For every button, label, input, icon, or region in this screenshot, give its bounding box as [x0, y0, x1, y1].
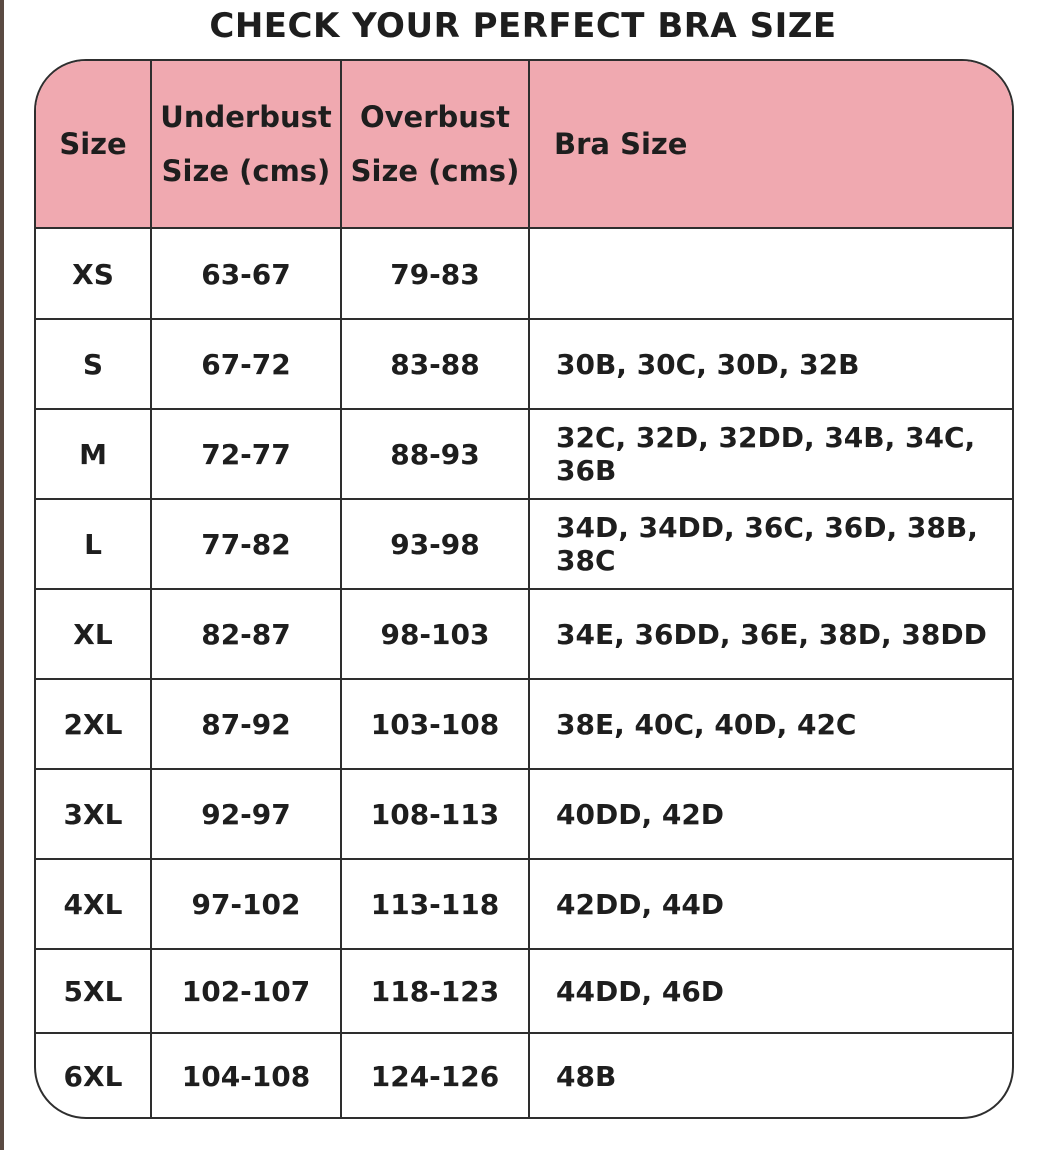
cell-bra-size-text: 42DD, 44D [556, 887, 725, 921]
cell-underbust-text: 97-102 [191, 887, 301, 921]
cell-bra-size [530, 679, 1012, 769]
row-divider [36, 588, 1014, 590]
cell-underbust [152, 319, 340, 409]
cell-overbust-text: 113-118 [370, 887, 500, 921]
cell-overbust-text: 124-126 [370, 1059, 500, 1093]
cell-size [36, 229, 150, 319]
row-divider [36, 678, 1014, 680]
cell-bra-size [530, 229, 1012, 319]
cell-size [36, 319, 150, 409]
table-row [36, 409, 1012, 499]
cell-overbust [342, 229, 528, 319]
cell-overbust-text: 108-113 [370, 797, 500, 831]
cell-size-text: XS [72, 257, 114, 291]
cell-overbust [342, 499, 528, 589]
cell-overbust [342, 589, 528, 679]
cell-underbust-text: 67-72 [201, 347, 291, 381]
cell-underbust-text: 104-108 [181, 1059, 311, 1093]
cell-underbust [152, 589, 340, 679]
cell-underbust-text: 92-97 [201, 797, 291, 831]
cell-overbust [342, 679, 528, 769]
table-row [36, 769, 1012, 859]
cell-overbust-text: 103-108 [370, 707, 500, 741]
column-divider [340, 61, 342, 1119]
header-size [36, 61, 150, 227]
cell-underbust [152, 859, 340, 949]
cell-size [36, 769, 150, 859]
cell-size [36, 859, 150, 949]
column-divider [528, 61, 530, 1119]
cell-size [36, 679, 150, 769]
cell-underbust [152, 409, 340, 499]
table-row [36, 319, 1012, 409]
row-divider [36, 318, 1014, 320]
row-divider [36, 858, 1014, 860]
cell-size-text: 6XL [63, 1059, 123, 1093]
cell-overbust-text: 118-123 [370, 974, 500, 1008]
cell-overbust-text: 79-83 [390, 257, 480, 291]
cell-underbust-text: 77-82 [201, 527, 291, 561]
cell-bra-size [530, 949, 1012, 1033]
cell-underbust-text: 102-107 [181, 974, 311, 1008]
header-underbust [152, 61, 340, 227]
cell-underbust-text: 72-77 [201, 437, 291, 471]
cell-size-text: XL [73, 617, 113, 651]
cell-bra-size-text: 44DD, 46D [556, 974, 725, 1008]
cell-bra-size-text: 38E, 40C, 40D, 42C [556, 707, 857, 741]
row-divider [36, 948, 1014, 950]
cell-overbust [342, 769, 528, 859]
table-header [36, 61, 1012, 229]
cell-bra-size [530, 319, 1012, 409]
cell-bra-size-text: 32C, 32D, 32DD, 34B, 34C, 36B [556, 421, 976, 487]
table-row [36, 229, 1012, 319]
cell-bra-size [530, 409, 1012, 499]
cell-size [36, 499, 150, 589]
cell-underbust [152, 949, 340, 1033]
cell-size-text: 2XL [63, 707, 123, 741]
cell-size [36, 589, 150, 679]
cell-size-text: 5XL [63, 974, 123, 1008]
cell-bra-size-text: 34E, 36DD, 36E, 38D, 38DD [556, 617, 987, 651]
cell-bra-size-text: 48B [556, 1059, 617, 1093]
page-title: CHECK YOUR PERFECT BRA SIZE [209, 6, 837, 46]
header-bra-size [530, 61, 1012, 227]
cell-underbust [152, 679, 340, 769]
table-row [36, 679, 1012, 769]
cell-overbust-text: 88-93 [390, 437, 480, 471]
header-overbust-line1: Overbust [359, 100, 511, 134]
header-size-label: Size [59, 127, 127, 161]
cell-bra-size [530, 859, 1012, 949]
cell-overbust [342, 859, 528, 949]
cell-bra-size [530, 769, 1012, 859]
cell-bra-size-text: 40DD, 42D [556, 797, 725, 831]
cell-overbust [342, 409, 528, 499]
table-row [36, 859, 1012, 949]
cell-overbust [342, 319, 528, 409]
column-divider [150, 61, 152, 1119]
cell-underbust-text: 82-87 [201, 617, 291, 651]
cell-overbust-text: 98-103 [380, 617, 490, 651]
cell-size-text: M [79, 437, 107, 471]
cell-bra-size-text: 30B, 30C, 30D, 32B [556, 347, 860, 381]
cell-size-text: 4XL [63, 887, 123, 921]
size-chart-table [34, 59, 1014, 1119]
table-row [36, 1033, 1012, 1119]
cell-underbust [152, 229, 340, 319]
cell-underbust [152, 499, 340, 589]
header-underbust-line1: Underbust [160, 100, 332, 134]
cell-overbust [342, 1033, 528, 1119]
row-divider [36, 498, 1014, 500]
table-row [36, 499, 1012, 589]
cell-overbust [342, 949, 528, 1033]
cell-bra-size-text: 34D, 34DD, 36C, 36D, 38B, 38C [556, 511, 978, 577]
cell-overbust-text: 83-88 [390, 347, 480, 381]
cell-underbust [152, 1033, 340, 1119]
row-divider [36, 768, 1014, 770]
cell-size [36, 1033, 150, 1119]
cell-size [36, 949, 150, 1033]
table-row [36, 949, 1012, 1033]
cell-size-text: S [82, 347, 104, 381]
cell-bra-size [530, 499, 1012, 589]
cell-underbust [152, 769, 340, 859]
header-underbust-line2: Size (cms) [161, 154, 331, 188]
table-row [36, 589, 1012, 679]
cell-size-text: 3XL [63, 797, 123, 831]
cell-size [36, 409, 150, 499]
cell-overbust-text: 93-98 [390, 527, 480, 561]
page-edge [0, 0, 4, 1150]
cell-bra-size [530, 1033, 1012, 1119]
cell-underbust-text: 87-92 [201, 707, 291, 741]
cell-size-text: L [84, 527, 102, 561]
header-bra-size-label: Bra Size [554, 127, 688, 161]
header-overbust [342, 61, 528, 227]
header-overbust-line2: Size (cms) [350, 154, 520, 188]
cell-bra-size [530, 589, 1012, 679]
row-divider [36, 1032, 1014, 1034]
row-divider [36, 408, 1014, 410]
cell-underbust-text: 63-67 [201, 257, 291, 291]
